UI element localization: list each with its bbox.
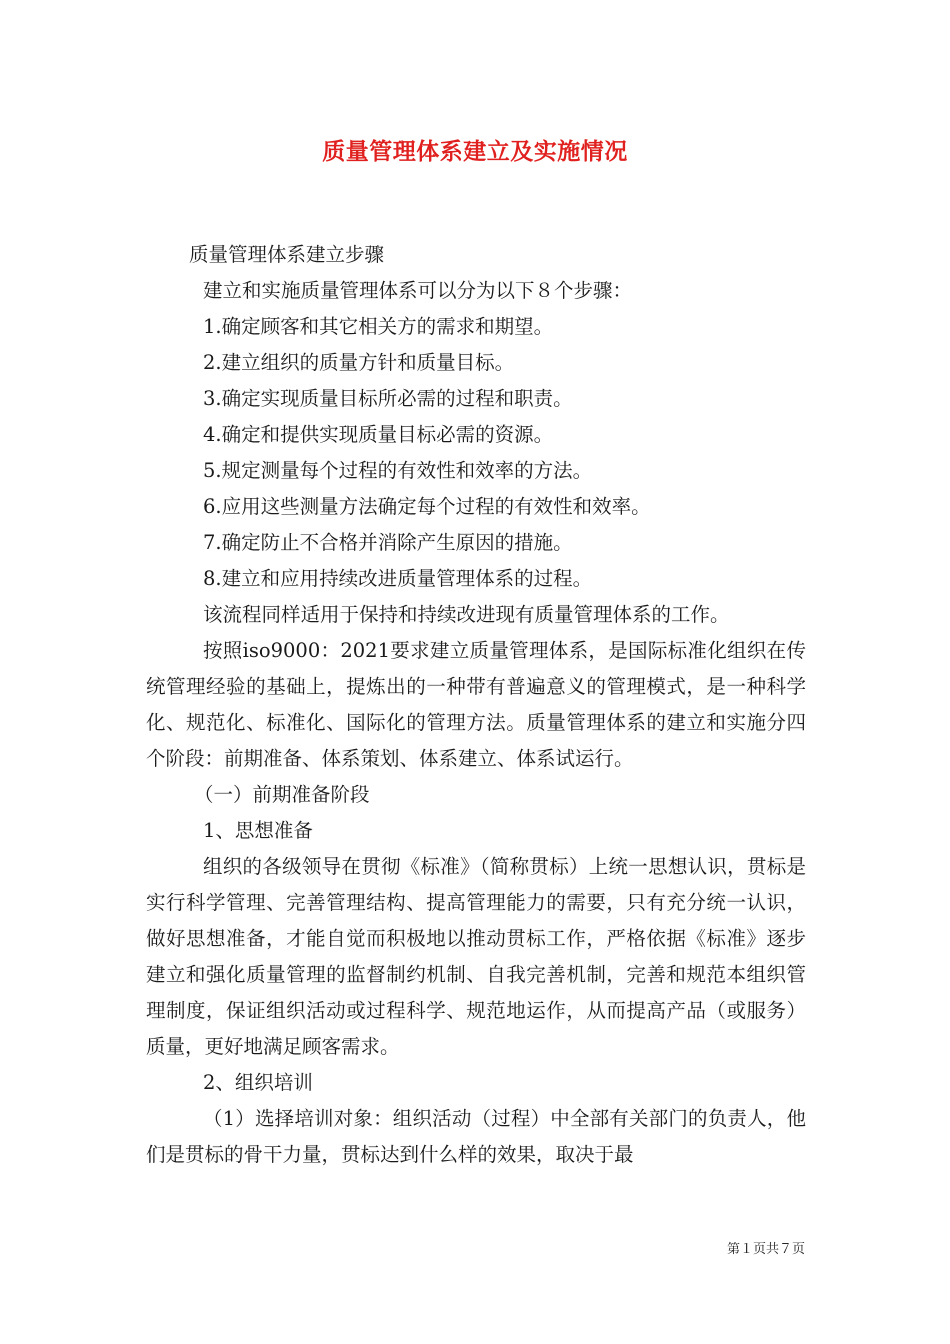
- step-item: 2.建立组织的质量方针和质量目标。: [203, 351, 515, 374]
- page-footer: 第１页共７页: [726, 1242, 805, 1257]
- step-item: 6.应用这些测量方法确定每个过程的有效性和效率。: [203, 495, 651, 518]
- step-item: 3.确定实现质量目标所必需的过程和职责。: [203, 387, 573, 410]
- document-body: [146, 237, 806, 1173]
- process-note: 该流程同样适用于保持和持续改进现有质量管理体系的工作。: [203, 603, 730, 626]
- step-item: 7.确定防止不合格并消除产生原因的措施。: [203, 531, 573, 554]
- subsection-heading: 1、思想准备: [203, 819, 313, 842]
- ideology-paragraph: 组织的各级领导在贯彻《标准》（简称贯标）上统一思想认识，贯标是实行科学管理、完善管理结构、提高管理能力的需要，只有充分统一认识，做好思想准备，才能自觉而积极地以推动贯标工作，严格依据《标准》逐步建立和强化质量管理的监督制约机制、自我完善机制，完善和规范本组织管理制度，保证组织活动或过程科学、规范地运作，从而提高产品（或服务）质量，更好地满足顾客需求。: [146, 855, 806, 1058]
- intro-line: 建立和实施质量管理体系可以分为以下８个步骤：: [203, 279, 633, 302]
- document-title: 质量管理体系建立及实施情况: [322, 138, 628, 165]
- step-item: 1.确定顾客和其它相关方的需求和期望。: [203, 315, 554, 338]
- training-paragraph: （1）选择培训对象：组织活动（过程）中全部有关部门的负责人，他们是贯标的骨干力量，贯标达到什么样的效果，取决于最: [146, 1107, 806, 1166]
- section-heading: 质量管理体系建立步骤: [189, 243, 385, 266]
- phase-heading: （一）前期准备阶段: [194, 783, 370, 806]
- step-item: 5.规定测量每个过程的有效性和效率的方法。: [203, 459, 593, 482]
- subsection-heading: 2、组织培训: [203, 1071, 313, 1094]
- step-item: 8.建立和应用持续改进质量管理体系的过程。: [203, 567, 593, 590]
- iso-paragraph: 按照iso9000：2021要求建立质量管理体系，是国际标准化组织在传统管理经验的基础上，提炼出的一种带有普遍意义的管理模式，是一种科学化、规范化、标准化、国际化的管理方法。质量管理体系的建立和实施分四个阶段：前期准备、体系策划、体系建立、体系试运行。: [146, 639, 806, 770]
- step-item: 4.确定和提供实现质量目标必需的资源。: [203, 423, 554, 446]
